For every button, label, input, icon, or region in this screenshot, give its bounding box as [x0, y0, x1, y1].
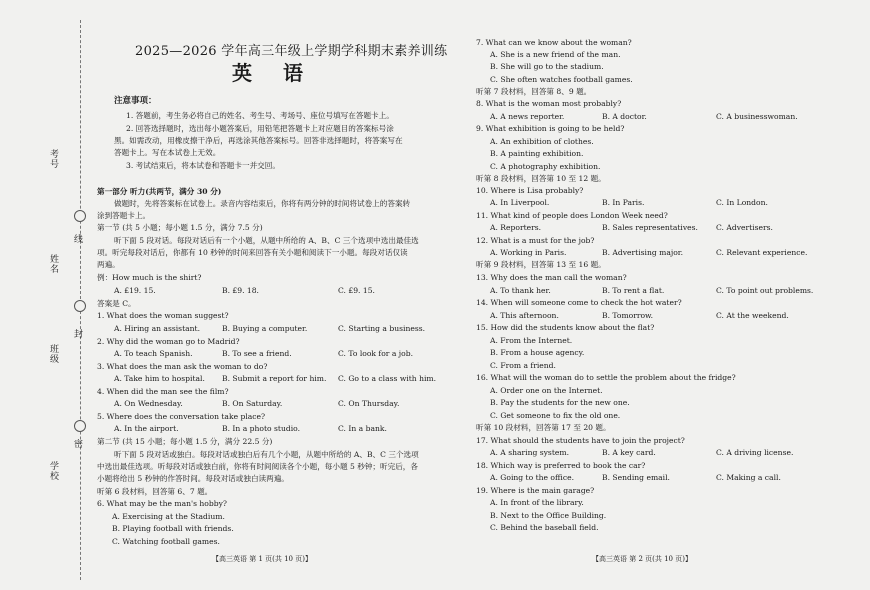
- notice-item: 黑。如需改动，用橡皮擦干净后，再选涂其他答案标号。回答非选择题时，将答案写在: [114, 136, 403, 145]
- answer-option: B. Pay the students for the new one.: [490, 398, 630, 407]
- part1-heading: 第一部分 听力(共两节，满分 30 分): [97, 187, 222, 196]
- answer-option: C. On Thursday.: [338, 399, 400, 408]
- answer-option: A. In Liverpool.: [490, 198, 550, 207]
- notice-heading: 注意事项：: [114, 96, 157, 106]
- question-text: 2. Why did the woman go to Madrid?: [97, 337, 240, 346]
- answer-option: C. A photography exhibition.: [490, 162, 601, 171]
- answer-option: C. She often watches football games.: [490, 75, 633, 84]
- answer-option: B. Playing football with friends.: [112, 524, 234, 533]
- answer-option: A. Hiring an assistant.: [114, 324, 201, 333]
- section2-intro: 中选出最佳选项。听每段对话或独白前，你将有时间阅读各个小题，每小题 5 秒钟；听完后，各: [97, 462, 418, 471]
- answer-option: B. Buying a computer.: [222, 324, 308, 333]
- answer-option: C. Behind the baseball field.: [490, 523, 599, 532]
- answer-option: C. To point out problems.: [716, 286, 814, 295]
- section1-intro: 项。听完每段对话后，你都有 10 秒钟的时间来回答有关小题和阅读下一小题。每段对话仅读: [97, 248, 408, 257]
- answer-option: B. In a photo studio.: [222, 424, 300, 433]
- side-mark-circle: [74, 210, 86, 222]
- audio-instruction: 听第 8 段材料，回答第 10 至 12 题。: [476, 174, 606, 183]
- answer-option: C. Making a call.: [716, 473, 781, 482]
- question-text: 6. What may be the man's hobby?: [97, 499, 227, 508]
- answer-option: C. Go to a class with him.: [338, 374, 437, 383]
- side-label-name: 姓名: [50, 255, 60, 275]
- answer-option: B. Next to the Office Building.: [490, 511, 607, 520]
- answer-option: A. She is a new friend of the man.: [490, 50, 621, 59]
- exam-title: 2025—2026 学年高三年级上学期学科期末素养训练: [135, 44, 448, 59]
- answer-option: C. From a friend.: [490, 361, 556, 370]
- answer-option: C. A businesswoman.: [716, 112, 798, 121]
- side-label-class: 班级: [50, 345, 60, 365]
- audio-instruction: 听第 7 段材料，回答第 8、9 题。: [476, 87, 592, 96]
- answer-option: A. From the Internet.: [490, 336, 573, 345]
- side-mark-circle: [74, 300, 86, 312]
- notice-item: 答题卡上。写在本试卷上无效。: [114, 148, 221, 157]
- notice-item: 2. 回答选择题时，选出每小题答案后，用铅笔把答题卡上对应题目的答案标号涂: [126, 124, 394, 133]
- question-text: 19. Where is the main garage?: [476, 486, 595, 495]
- example-option: B. £9. 18.: [222, 286, 259, 295]
- answer-option: A. An exhibition of clothes.: [490, 137, 594, 146]
- question-text: 5. Where does the conversation take place?: [97, 412, 266, 421]
- audio-instruction: 听第 9 段材料，回答第 13 至 16 题。: [476, 260, 606, 269]
- answer-option: C. To look for a job.: [338, 349, 413, 358]
- answer-option: B. Sending email.: [602, 473, 670, 482]
- answer-option: A. Exercising at the Stadium.: [112, 512, 225, 521]
- question-text: 11. What kind of people does London Week need?: [476, 211, 668, 220]
- section1-heading: 第一节 (共 5 小题；每小题 1.5 分，满分 7.5 分): [97, 223, 263, 232]
- question-text: 1. What does the woman suggest?: [97, 311, 229, 320]
- example-option: A. £19. 15.: [114, 286, 156, 295]
- answer-option: A. This afternoon.: [490, 311, 559, 320]
- answer-option: C. Watching football games.: [112, 537, 220, 546]
- part1-intro: 涂到答题卡上。: [97, 211, 151, 220]
- part1-intro: 做题时，先将答案标在试卷上。录音内容结束后，你将有两分钟的时间将试卷上的答案转: [114, 199, 411, 208]
- page-footer-left: 【高三英语 第 1 页(共 10 页)】: [212, 555, 312, 563]
- answer-option: C. In a bank.: [338, 424, 387, 433]
- example-option: C. £9. 15.: [338, 286, 375, 295]
- answer-option: A. Going to the office.: [490, 473, 574, 482]
- answer-option: B. From a house agency.: [490, 348, 585, 357]
- question-text: 3. What does the man ask the woman to do?: [97, 362, 268, 371]
- answer-option: C. At the weekend.: [716, 311, 789, 320]
- answer-option: B. On Saturday.: [222, 399, 283, 408]
- answer-option: B. Advertising major.: [602, 248, 684, 257]
- answer-option: C. Starting a business.: [338, 324, 426, 333]
- answer-option: A. A news reporter.: [490, 112, 565, 121]
- answer-option: B. In Paris.: [602, 198, 645, 207]
- answer-option: A. To teach Spanish.: [114, 349, 193, 358]
- side-label-school: 学校: [50, 462, 60, 482]
- notice-item: 1. 答题前，考生务必将自己的姓名、考生号、考场号、座位号填写在答题卡上。: [126, 111, 394, 120]
- notice-item: 3. 考试结束后，将本试卷和答题卡一并交回。: [126, 161, 280, 170]
- answer-option: A. A sharing system.: [490, 448, 569, 457]
- section2-intro: 听下面 5 段对话或独白。每段对话或独白后有几个小题，从题中所给的 A、B、C 三个选项: [114, 450, 419, 459]
- answer-option: A. Take him to hospital.: [114, 374, 205, 383]
- answer-option: B. A doctor.: [602, 112, 647, 121]
- question-text: 17. What should the students have to join the project?: [476, 436, 685, 445]
- answer-option: B. Tomorrow.: [602, 311, 654, 320]
- answer-option: A. Working in Paris.: [490, 248, 567, 257]
- side-mark-line: 线: [74, 235, 84, 245]
- section1-intro: 两遍。: [97, 260, 120, 269]
- example-question: 例：How much is the shirt?: [97, 273, 202, 282]
- section1-intro: 听下面 5 段对话。每段对话后有一个小题，从题中所给的 A、B、C 三个选项中选出最佳选: [114, 236, 419, 245]
- side-mark-secret: 密: [74, 440, 84, 450]
- page-footer-right: 【高三英语 第 2 页(共 10 页)】: [592, 555, 692, 563]
- question-text: 13. Why does the man call the woman?: [476, 273, 627, 282]
- question-text: 9. What exhibition is going to be held?: [476, 124, 625, 133]
- answer-option: C. Get someone to fix the old one.: [490, 411, 621, 420]
- audio-instruction: 听第 6 段材料，回答第 6、7 题。: [97, 487, 213, 496]
- question-text: 4. When did the man see the film?: [97, 387, 229, 396]
- side-mark-circle: [74, 420, 86, 432]
- answer-option: B. A painting exhibition.: [490, 149, 584, 158]
- section2-heading: 第二节 (共 15 小题；每小题 1.5 分，满分 22.5 分): [97, 437, 273, 446]
- answer-option: C. In London.: [716, 198, 768, 207]
- answer-option: C. Advertisers.: [716, 223, 773, 232]
- side-mark-seal: 封: [74, 330, 84, 340]
- answer-option: A. Reporters.: [490, 223, 542, 232]
- answer-option: C. A driving license.: [716, 448, 794, 457]
- section2-intro: 小题将给出 5 秒钟的作答时间。每段对话或独白读两遍。: [97, 474, 289, 483]
- question-text: 14. When will someone come to check the hot water?: [476, 298, 682, 307]
- answer-option: A. In front of the library.: [490, 498, 584, 507]
- question-text: 15. How did the students know about the flat?: [476, 323, 655, 332]
- question-text: 7. What can we know about the woman?: [476, 38, 632, 47]
- answer-option: A. On Wednesday.: [114, 399, 183, 408]
- answer-option: A. To thank her.: [490, 286, 551, 295]
- answer-option: A. Order one on the Internet.: [490, 386, 603, 395]
- question-text: 18. Which way is preferred to book the car?: [476, 461, 646, 470]
- question-text: 16. What will the woman do to settle the problem about the fridge?: [476, 373, 736, 382]
- answer-option: B. Sales representatives.: [602, 223, 698, 232]
- subject-title: 英 语: [232, 61, 315, 85]
- question-text: 8. What is the woman most probably?: [476, 99, 622, 108]
- example-answer: 答案是 C。: [97, 299, 136, 308]
- question-text: 12. What is a must for the job?: [476, 236, 595, 245]
- answer-option: B. To see a friend.: [222, 349, 292, 358]
- question-text: 10. Where is Lisa probably?: [476, 186, 584, 195]
- answer-option: B. A key card.: [602, 448, 656, 457]
- answer-option: B. Submit a report for him.: [222, 374, 327, 383]
- answer-option: A. In the airport.: [114, 424, 179, 433]
- side-label-exam-number: 考号: [50, 150, 60, 170]
- answer-option: B. She will go to the stadium.: [490, 62, 604, 71]
- audio-instruction: 听第 10 段材料，回答第 17 至 20 题。: [476, 423, 611, 432]
- answer-option: B. To rent a flat.: [602, 286, 665, 295]
- answer-option: C. Relevant experience.: [716, 248, 808, 257]
